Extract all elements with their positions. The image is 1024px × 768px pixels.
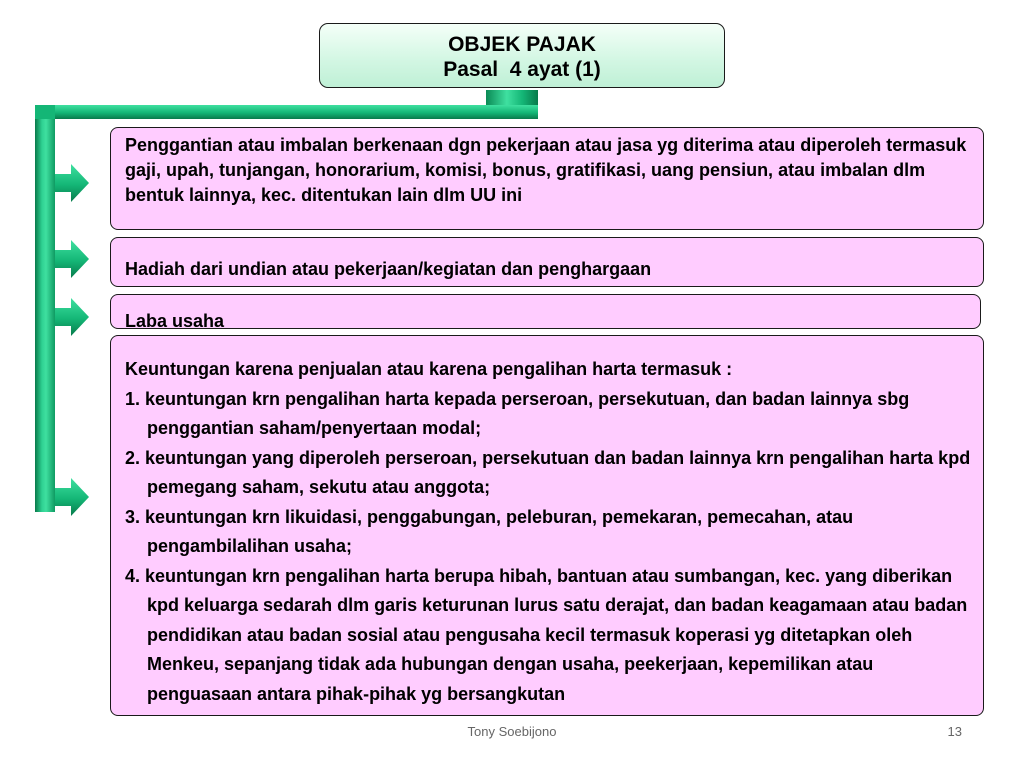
connector-horizontal-bar	[35, 105, 538, 119]
list-item: 2. keuntungan yang diperoleh perseroan, persekutuan dan badan lainnya krn pengalihan harta kpd pemegang saham, sekutu atau anggota;	[125, 447, 971, 497]
tax-object-box-prizes	[110, 237, 984, 287]
box-text: Laba usaha	[125, 311, 225, 329]
box-intro-text: Keuntungan karena penjualan atau karena pengalihan harta termasuk :	[125, 359, 733, 379]
list-item: 1. keuntungan krn pengalihan harta kepada perseroan, persekutuan, dan badan lainnya sbg penggantian saham/penyertaan modal;	[125, 388, 910, 438]
connector-corner	[35, 105, 55, 119]
slide-title: OBJEK PAJAK	[448, 33, 596, 56]
connector-vertical-bar	[35, 105, 55, 512]
tax-object-box-compensation	[110, 127, 984, 230]
slide-title-box	[319, 23, 725, 88]
arrow-right-icon	[55, 240, 91, 278]
page-number: 13	[947, 724, 962, 739]
arrow-right-icon	[55, 478, 91, 516]
tax-object-box-business-profit	[110, 294, 981, 329]
list-item: 3. keuntungan krn likuidasi, penggabungan, peleburan, pemekaran, pemecahan, atau pengambilalihan usaha;	[125, 506, 854, 556]
tax-object-box-capital-gains	[110, 335, 984, 716]
arrow-right-icon	[55, 298, 91, 336]
box-text: Penggantian atau imbalan berkenaan dgn pekerjaan atau jasa yg diterima atau diperoleh termasuk gaji, upah, tunjangan, honorarium, komisi, bonus, gratifikasi, uang pensiun, atau imbalan dlm bentuk lainnya, kec. ditentukan lain dlm UU ini	[125, 135, 967, 205]
arrow-right-icon	[55, 164, 91, 202]
box-text: Hadiah dari undian atau pekerjaan/kegiatan dan penghargaan	[125, 259, 652, 279]
slide-subtitle: Pasal 4 ayat (1)	[443, 58, 601, 81]
list-item: 4. keuntungan krn pengalihan harta berupa hibah, bantuan atau sumbangan, kec. yang diberikan kpd keluarga sedarah dlm garis keturunan lurus satu derajat, dan badan keagamaan atau badan pendidikan atau badan sosial atau pengusaha kecil termasuk koperasi yg ditetapkan oleh Menkeu, sepanjang tidak ada hubungan dengan usaha, peekerjaan, kepemilikan atau penguasaan antara pihak-pihak yg bersangkutan	[125, 565, 968, 704]
footer-author: Tony Soebijono	[467, 724, 557, 739]
